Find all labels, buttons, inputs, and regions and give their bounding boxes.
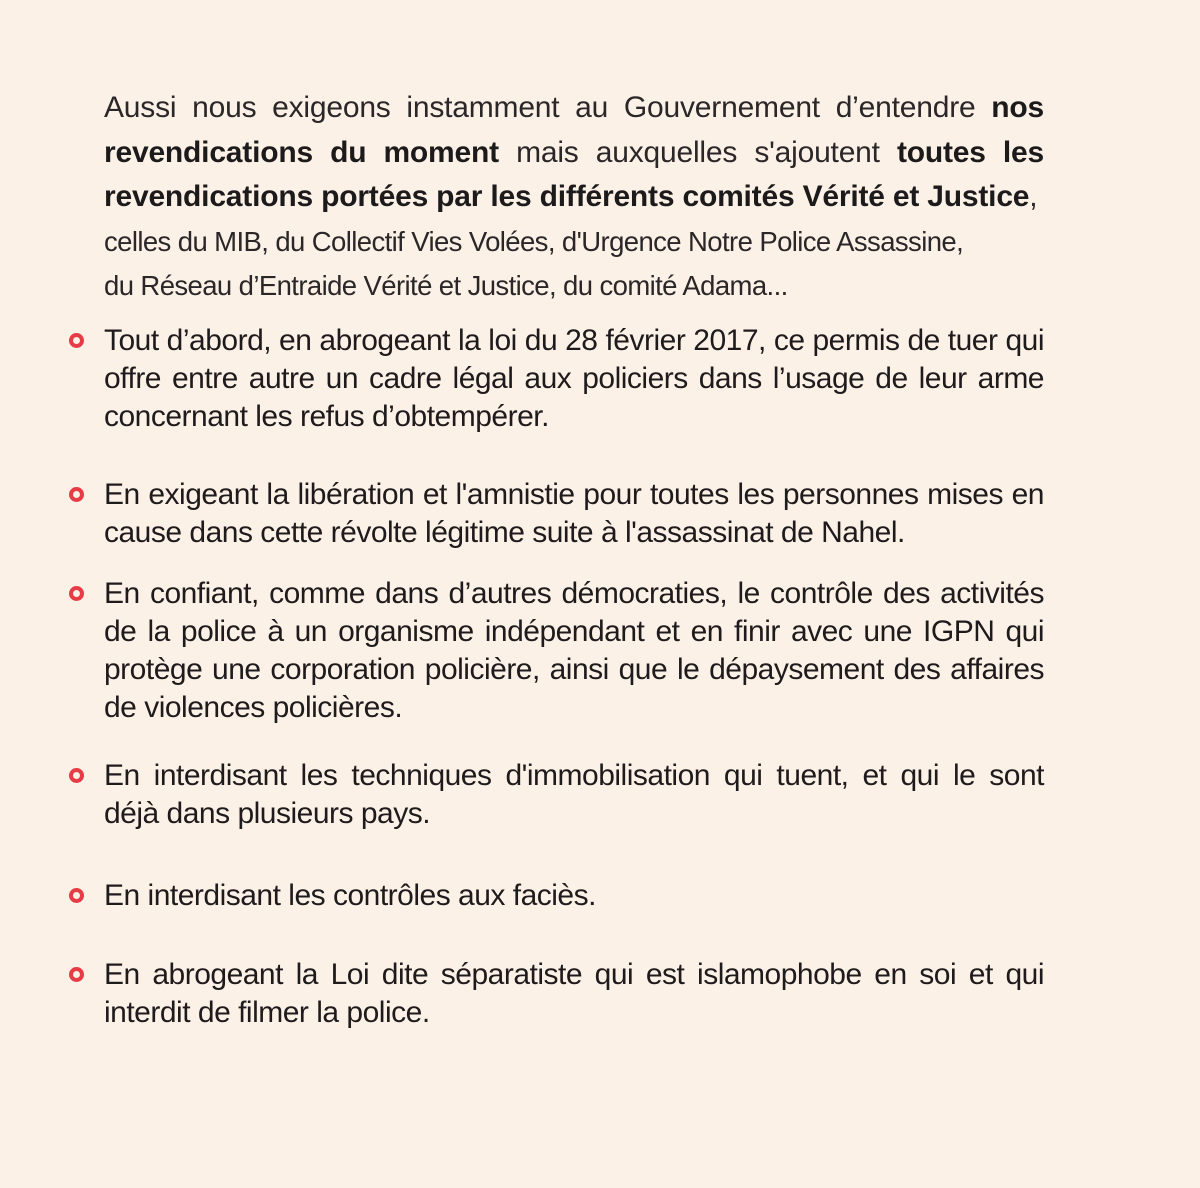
demand-item-1: Tout d’abord, en abrogeant la loi du 28 février 2017, ce permis de tuer qui offre entre autre un cadre légal aux policiers dans l’usage de leur arme concernant les refus d’obtempérer.: [104, 324, 1044, 433]
demand-item-2: En exigeant la libération et l'amnistie pour toutes les personnes mises en cause dans cette révolte légitime suite à l'assassinat de Nahel.: [104, 478, 1044, 549]
intro-text-5: du Réseau d’Entraide Vérité et Justice, du comité Adama...: [104, 270, 788, 301]
intro-text-2: mais auxquelles s'ajoutent: [498, 135, 897, 169]
intro-bold-2: toutes les revendications portées par les différents comités Vérité et Justice: [104, 135, 1044, 213]
bullet-icon: [69, 586, 84, 601]
bullet-icon: [69, 967, 84, 982]
demand-item-6: En abrogeant la Loi dite séparatiste qui est islamophobe en soi et qui interdit de filmer la police.: [104, 958, 1044, 1029]
demand-item-4: En interdisant les techniques d'immobilisation qui tuent, et qui le sont déjà dans plusieurs pays.: [104, 759, 1044, 830]
intro-text-1: Aussi nous exigeons instamment au Gouvernement d’entendre: [104, 91, 992, 124]
intro-text-4: celles du MIB, du Collectif Vies Volées, d'Urgence Notre Police Assassine,: [104, 225, 964, 257]
demand-item-3: En confiant, comme dans d’autres démocraties, le contrôle des activités de la police à un organisme indépendant et en finir avec une IGPN qui protège une corporation policière, ainsi que le dépaysement des affaires de violences policières.: [104, 577, 1044, 724]
demand-item-5: En interdisant les contrôles aux faciès.: [104, 879, 596, 912]
bullet-icon: [69, 768, 84, 783]
bullet-icon: [69, 487, 84, 502]
bullet-icon: [69, 888, 84, 903]
intro-paragraph: [104, 86, 1044, 309]
intro-bold-1: nos revendications du moment: [104, 91, 1044, 169]
bullet-icon: [69, 333, 84, 348]
intro-text-3: ,: [1029, 180, 1038, 213]
